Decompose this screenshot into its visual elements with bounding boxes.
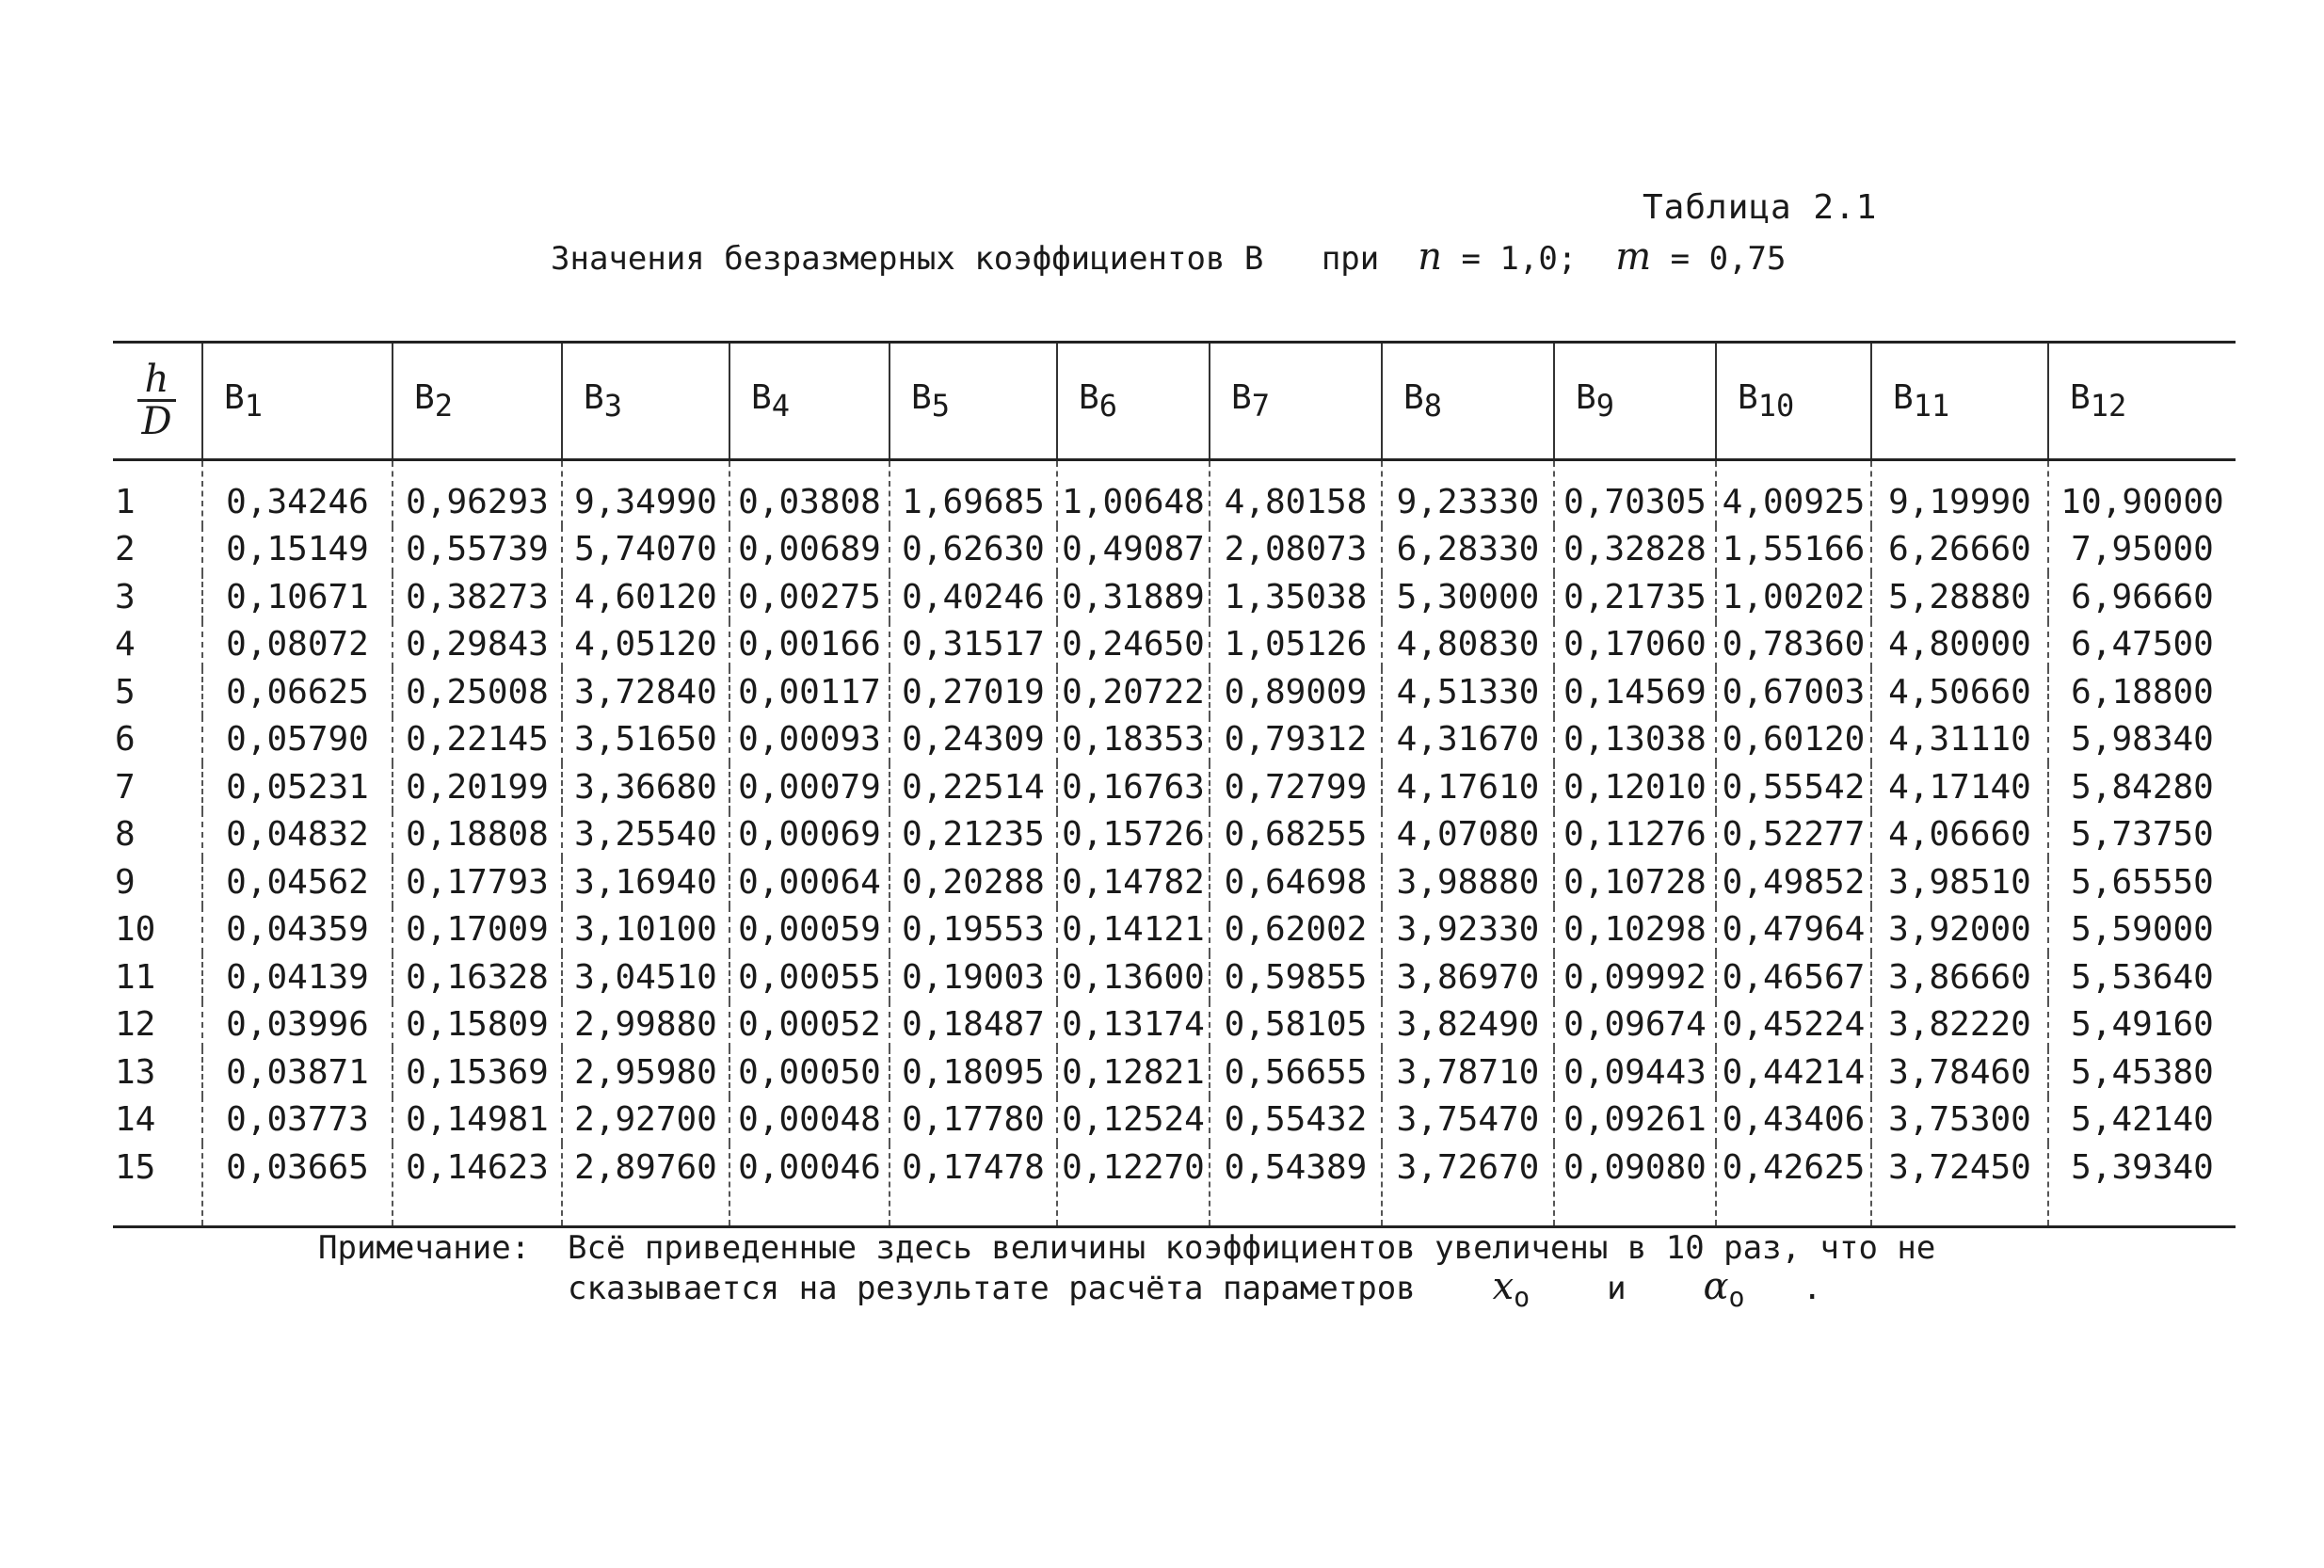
cell-b7: 2,08073 (1210, 526, 1382, 574)
cell-b8: 3,75470 (1382, 1096, 1554, 1144)
cell-b4: 0,00275 (729, 573, 890, 621)
cell-b4: 0,00069 (729, 811, 890, 859)
cell-b1: 0,15149 (202, 526, 393, 574)
column-header-subscript: 11 (1913, 388, 1950, 424)
cell-b12: 5,49160 (2048, 1001, 2236, 1049)
column-header-subscript: 8 (1423, 388, 1442, 424)
column-header-b1 (202, 343, 393, 460)
cell-b11: 4,80000 (1871, 621, 2048, 669)
table-body (113, 460, 2236, 1227)
cell-b2: 0,15369 (393, 1048, 562, 1096)
cell-b3: 9,34990 (562, 460, 729, 526)
column-header-b4 (729, 343, 890, 460)
cell-b11: 9,19990 (1871, 460, 2048, 526)
cell-b10: 0,47964 (1716, 906, 1871, 954)
cell-b10: 0,44214 (1716, 1048, 1871, 1096)
cell-b7: 0,62002 (1210, 906, 1382, 954)
cell-b4: 0,00064 (729, 858, 890, 906)
table-row (113, 460, 2236, 526)
column-header-subscript: 3 (603, 388, 622, 424)
cell-b5: 0,22514 (890, 763, 1057, 811)
cell-b5: 0,40246 (890, 573, 1057, 621)
cell-b8: 3,82490 (1382, 1001, 1554, 1049)
cell-b10: 0,46567 (1716, 953, 1871, 1001)
cell-b1: 0,03996 (202, 1001, 393, 1049)
cell-b4: 0,00689 (729, 526, 890, 574)
cell-b2: 0,17009 (393, 906, 562, 954)
cell-b4: 0,00166 (729, 621, 890, 669)
column-header-letter: B (224, 378, 245, 417)
column-header-subscript: 1 (244, 388, 263, 424)
note-end: . (1802, 1270, 1822, 1307)
cell-b3: 3,72840 (562, 668, 729, 716)
table-row (113, 621, 2236, 669)
row-number: 11 (115, 957, 156, 997)
cell-b5: 0,31517 (890, 621, 1057, 669)
column-header-letter: B (1079, 378, 1099, 417)
note-line-2-text: сказывается на результате расчёта параметров (568, 1270, 1416, 1307)
cell-b5: 1,69685 (890, 460, 1057, 526)
cell-b11: 3,92000 (1871, 906, 2048, 954)
caption-prefix: Значения безразмерных коэффициентов В (551, 240, 1264, 278)
cell-b7: 0,54389 (1210, 1144, 1382, 1226)
row-number: 3 (115, 577, 136, 616)
column-header-letter: B (1403, 378, 1424, 417)
cell-b5: 0,21235 (890, 811, 1057, 859)
cell-b9: 0,12010 (1554, 763, 1716, 811)
cell-b2: 0,16328 (393, 953, 562, 1001)
coefficients-table (113, 341, 2236, 1228)
column-header-letter: B (911, 378, 932, 417)
cell-b11: 5,28880 (1871, 573, 2048, 621)
table-row (113, 763, 2236, 811)
column-header-b9 (1554, 343, 1716, 460)
cell-b11: 6,26660 (1871, 526, 2048, 574)
cell-b4: 0,00048 (729, 1096, 890, 1144)
cell-b7: 4,80158 (1210, 460, 1382, 526)
row-number: 10 (115, 910, 156, 950)
cell-b7: 1,35038 (1210, 573, 1382, 621)
cell-b10: 0,67003 (1716, 668, 1871, 716)
cell-b6: 0,13174 (1057, 1001, 1210, 1049)
note-text (568, 1229, 2262, 1317)
column-header-subscript: 7 (1251, 388, 1270, 424)
cell-b5: 0,17478 (890, 1144, 1057, 1226)
cell-b3: 3,04510 (562, 953, 729, 1001)
table-row (113, 668, 2236, 716)
row-number: 4 (115, 625, 136, 664)
cell-b9: 0,70305 (1554, 460, 1716, 526)
table-row (113, 858, 2236, 906)
cell-b6: 0,12270 (1057, 1144, 1210, 1226)
cell-b4: 0,00050 (729, 1048, 890, 1096)
column-header-letter: B (1231, 378, 1252, 417)
cell-b3: 2,92700 (562, 1096, 729, 1144)
cell-b7: 0,72799 (1210, 763, 1382, 811)
cell-b12: 10,90000 (2048, 460, 2236, 526)
cell-b12: 6,96660 (2048, 573, 2236, 621)
cell-b11: 3,72450 (1871, 1144, 2048, 1226)
cell-b2: 0,29843 (393, 621, 562, 669)
column-header-subscript: 4 (771, 388, 790, 424)
cell-b7: 0,59855 (1210, 953, 1382, 1001)
cell-b2: 0,15809 (393, 1001, 562, 1049)
h-over-d-fraction (137, 360, 175, 441)
cell-b6: 0,18353 (1057, 716, 1210, 764)
cell-b8: 4,51330 (1382, 668, 1554, 716)
cell-b9: 0,09080 (1554, 1144, 1716, 1226)
cell-b9: 0,09443 (1554, 1048, 1716, 1096)
cell-b12: 5,84280 (2048, 763, 2236, 811)
cell-b1: 0,04562 (202, 858, 393, 906)
cell-b12: 5,65550 (2048, 858, 2236, 906)
cell-b1: 0,03773 (202, 1096, 393, 1144)
x-subscript: o (1514, 1281, 1531, 1313)
cell-b6: 0,16763 (1057, 763, 1210, 811)
cell-b2: 0,14623 (393, 1144, 562, 1226)
column-header-subscript: 5 (931, 388, 950, 424)
column-header-letter: B (584, 378, 604, 417)
cell-b3: 5,74070 (562, 526, 729, 574)
column-header-subscript: 10 (1757, 388, 1795, 424)
cell-b1: 0,05231 (202, 763, 393, 811)
column-header-letter: B (1576, 378, 1596, 417)
cell-b6: 0,12524 (1057, 1096, 1210, 1144)
cell-b7: 0,89009 (1210, 668, 1382, 716)
table-row (113, 573, 2236, 621)
header-h-over-d (113, 343, 202, 460)
cell-b9: 0,10298 (1554, 906, 1716, 954)
cell-b3: 2,89760 (562, 1144, 729, 1226)
note-line-1: Всё приведенные здесь величины коэффициентов увеличены в 10 раз, что не (568, 1229, 1936, 1267)
cell-b8: 4,31670 (1382, 716, 1554, 764)
cell-b4: 0,00117 (729, 668, 890, 716)
m-value: = 0,75 (1670, 240, 1787, 278)
cell-b3: 2,99880 (562, 1001, 729, 1049)
cell-b11: 3,82220 (1871, 1001, 2048, 1049)
cell-b7: 0,68255 (1210, 811, 1382, 859)
cell-b2: 0,96293 (393, 460, 562, 526)
cell-b6: 0,13600 (1057, 953, 1210, 1001)
cell-b12: 5,42140 (2048, 1096, 2236, 1144)
table-row (113, 1096, 2236, 1144)
cell-b5: 0,27019 (890, 668, 1057, 716)
cell-b2: 0,38273 (393, 573, 562, 621)
table-row (113, 953, 2236, 1001)
cell-b9: 0,32828 (1554, 526, 1716, 574)
row-number: 14 (115, 1100, 156, 1140)
cell-b12: 7,95000 (2048, 526, 2236, 574)
cell-b9: 0,09261 (1554, 1096, 1716, 1144)
row-number: 6 (115, 720, 136, 760)
alpha-symbol: α (1703, 1265, 1729, 1308)
caption-pri: при (1321, 240, 1380, 278)
column-header-subscript: 2 (434, 388, 453, 424)
cell-b11: 4,06660 (1871, 811, 2048, 859)
cell-b8: 3,78710 (1382, 1048, 1554, 1096)
cell-b8: 3,86970 (1382, 953, 1554, 1001)
cell-b12: 5,98340 (2048, 716, 2236, 764)
cell-b9: 0,13038 (1554, 716, 1716, 764)
table-number-label: Таблица 2.1 (1643, 188, 1878, 227)
table-row (113, 811, 2236, 859)
cell-b4: 0,00055 (729, 953, 890, 1001)
table-row (113, 716, 2236, 764)
cell-b12: 6,18800 (2048, 668, 2236, 716)
column-header-b12 (2048, 343, 2236, 460)
cell-b8: 4,80830 (1382, 621, 1554, 669)
cell-b6: 1,00648 (1057, 460, 1210, 526)
cell-b6: 0,20722 (1057, 668, 1210, 716)
cell-b5: 0,18487 (890, 1001, 1057, 1049)
cell-b8: 4,07080 (1382, 811, 1554, 859)
cell-b4: 0,03808 (729, 460, 890, 526)
row-number: 7 (115, 767, 136, 807)
cell-b11: 3,86660 (1871, 953, 2048, 1001)
table-row (113, 1144, 2236, 1226)
cell-b4: 0,00046 (729, 1144, 890, 1226)
table-row (113, 906, 2236, 954)
column-header-b10 (1716, 343, 1871, 460)
n-value: = 1,0; (1461, 240, 1578, 278)
cell-b6: 0,24650 (1057, 621, 1210, 669)
cell-b9: 0,09674 (1554, 1001, 1716, 1049)
row-number: 9 (115, 862, 136, 902)
cell-b5: 0,18095 (890, 1048, 1057, 1096)
column-header-subscript: 12 (2090, 388, 2127, 424)
table-header-row (113, 343, 2236, 460)
cell-b9: 0,09992 (1554, 953, 1716, 1001)
cell-b5: 0,17780 (890, 1096, 1057, 1144)
cell-b6: 0,14121 (1057, 906, 1210, 954)
cell-b1: 0,04832 (202, 811, 393, 859)
h-symbol: h (137, 360, 175, 402)
cell-b5: 0,19003 (890, 953, 1057, 1001)
cell-b7: 0,56655 (1210, 1048, 1382, 1096)
cell-b8: 4,17610 (1382, 763, 1554, 811)
cell-b7: 0,79312 (1210, 716, 1382, 764)
cell-b9: 0,14569 (1554, 668, 1716, 716)
cell-b3: 4,60120 (562, 573, 729, 621)
cell-b7: 0,64698 (1210, 858, 1382, 906)
cell-b4: 0,00093 (729, 716, 890, 764)
cell-b10: 1,55166 (1716, 526, 1871, 574)
table-caption (551, 235, 1786, 279)
cell-b3: 3,10100 (562, 906, 729, 954)
row-number: 15 (113, 1144, 202, 1226)
cell-b7: 1,05126 (1210, 621, 1382, 669)
note-line-2 (568, 1265, 2262, 1317)
cell-b9: 0,17060 (1554, 621, 1716, 669)
cell-b10: 0,49852 (1716, 858, 1871, 906)
cell-b12: 5,53640 (2048, 953, 2236, 1001)
cell-b3: 3,25540 (562, 811, 729, 859)
cell-b12: 5,45380 (2048, 1048, 2236, 1096)
cell-b10: 0,42625 (1716, 1144, 1871, 1226)
cell-b8: 6,28330 (1382, 526, 1554, 574)
cell-b11: 3,98510 (1871, 858, 2048, 906)
cell-b9: 0,10728 (1554, 858, 1716, 906)
column-header-b2 (393, 343, 562, 460)
cell-b6: 0,31889 (1057, 573, 1210, 621)
x-symbol: x (1492, 1265, 1515, 1308)
m-symbol: m (1615, 235, 1652, 279)
cell-b1: 0,34246 (202, 460, 393, 526)
and-word: и (1607, 1270, 1627, 1307)
cell-b2: 0,18808 (393, 811, 562, 859)
cell-b12: 6,47500 (2048, 621, 2236, 669)
cell-b11: 4,17140 (1871, 763, 2048, 811)
cell-b6: 0,12821 (1057, 1048, 1210, 1096)
cell-b4: 0,00059 (729, 906, 890, 954)
d-symbol: D (141, 400, 172, 443)
cell-b9: 0,21735 (1554, 573, 1716, 621)
cell-b2: 0,55739 (393, 526, 562, 574)
column-header-subscript: 6 (1098, 388, 1117, 424)
cell-b1: 0,06625 (202, 668, 393, 716)
cell-b8: 9,23330 (1382, 460, 1554, 526)
cell-b9: 0,11276 (1554, 811, 1716, 859)
cell-b12: 5,39340 (2048, 1144, 2236, 1226)
cell-b1: 0,03871 (202, 1048, 393, 1096)
cell-b5: 0,62630 (890, 526, 1057, 574)
cell-b2: 0,20199 (393, 763, 562, 811)
cell-b3: 3,16940 (562, 858, 729, 906)
cell-b6: 0,49087 (1057, 526, 1210, 574)
column-header-letter: B (414, 378, 435, 417)
cell-b8: 3,92330 (1382, 906, 1554, 954)
cell-b10: 0,52277 (1716, 811, 1871, 859)
column-header-letter: B (2070, 378, 2091, 417)
column-header-b7 (1210, 343, 1382, 460)
column-header-letter: B (1738, 378, 1758, 417)
cell-b2: 0,14981 (393, 1096, 562, 1144)
cell-b10: 0,55542 (1716, 763, 1871, 811)
table-row (113, 1048, 2236, 1096)
note-label: Примечание: (318, 1229, 531, 1267)
cell-b5: 0,24309 (890, 716, 1057, 764)
column-header-b5 (890, 343, 1057, 460)
cell-b11: 4,31110 (1871, 716, 2048, 764)
cell-b3: 2,95980 (562, 1048, 729, 1096)
cell-b7: 0,58105 (1210, 1001, 1382, 1049)
row-number: 8 (115, 815, 136, 855)
cell-b1: 0,04359 (202, 906, 393, 954)
cell-b11: 3,75300 (1871, 1096, 2048, 1144)
cell-b1: 0,08072 (202, 621, 393, 669)
cell-b1: 0,03665 (202, 1144, 393, 1226)
row-number: 1 (115, 482, 136, 521)
table-row (113, 526, 2236, 574)
cell-b10: 1,00202 (1716, 573, 1871, 621)
column-header-b3 (562, 343, 729, 460)
cell-b3: 3,51650 (562, 716, 729, 764)
cell-b11: 4,50660 (1871, 668, 2048, 716)
cell-b10: 4,00925 (1716, 460, 1871, 526)
cell-b10: 0,43406 (1716, 1096, 1871, 1144)
cell-b12: 5,73750 (2048, 811, 2236, 859)
row-number: 2 (115, 530, 136, 569)
alpha-subscript: o (1728, 1281, 1745, 1313)
cell-b10: 0,78360 (1716, 621, 1871, 669)
row-number: 13 (115, 1052, 156, 1092)
column-header-b8 (1382, 343, 1554, 460)
column-header-letter: B (751, 378, 772, 417)
cell-b3: 3,36680 (562, 763, 729, 811)
row-number: 12 (115, 1005, 156, 1045)
cell-b5: 0,20288 (890, 858, 1057, 906)
column-header-b6 (1057, 343, 1210, 460)
cell-b10: 0,60120 (1716, 716, 1871, 764)
row-number: 5 (115, 672, 136, 712)
column-header-letter: B (1893, 378, 1914, 417)
cell-b3: 4,05120 (562, 621, 729, 669)
cell-b2: 0,17793 (393, 858, 562, 906)
cell-b12: 5,59000 (2048, 906, 2236, 954)
cell-b4: 0,00052 (729, 1001, 890, 1049)
cell-b1: 0,04139 (202, 953, 393, 1001)
cell-b11: 3,78460 (1871, 1048, 2048, 1096)
column-header-b11 (1871, 343, 2048, 460)
column-header-subscript: 9 (1595, 388, 1614, 424)
cell-b7: 0,55432 (1210, 1096, 1382, 1144)
n-symbol: n (1418, 235, 1442, 279)
cell-b5: 0,19553 (890, 906, 1057, 954)
cell-b2: 0,25008 (393, 668, 562, 716)
cell-b1: 0,05790 (202, 716, 393, 764)
cell-b2: 0,22145 (393, 716, 562, 764)
cell-b1: 0,10671 (202, 573, 393, 621)
cell-b8: 5,30000 (1382, 573, 1554, 621)
cell-b10: 0,45224 (1716, 1001, 1871, 1049)
cell-b8: 3,72670 (1382, 1144, 1554, 1226)
cell-b8: 3,98880 (1382, 858, 1554, 906)
table-row (113, 1001, 2236, 1049)
cell-b6: 0,15726 (1057, 811, 1210, 859)
cell-b6: 0,14782 (1057, 858, 1210, 906)
cell-b4: 0,00079 (729, 763, 890, 811)
